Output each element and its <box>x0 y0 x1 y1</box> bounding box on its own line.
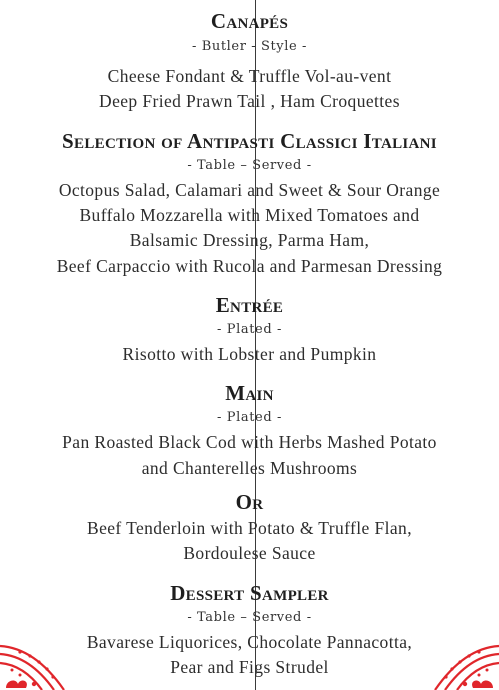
service-note-dessert: - Table – Served - <box>187 610 312 625</box>
service-note-canapes: - Butler - Style - <box>191 39 308 54</box>
section-title-entree: Entrée <box>215 293 284 317</box>
decorative-ornament-left-icon <box>0 634 70 690</box>
dish-item: Pear and Figs Strudel <box>170 657 329 677</box>
dish-item: Buffalo Mozzarella with Mixed Tomatoes and <box>79 205 420 225</box>
dish-item: Beef Tenderloin with Potato & Truffle Flan, <box>87 518 412 538</box>
section-title-or: Or <box>235 490 264 514</box>
dish-item: Bavarese Liquorices, Chocolate Pannacotta, <box>86 632 413 652</box>
section-title-main: Main <box>225 381 274 405</box>
dish-item: Bordoulese Sauce <box>183 543 316 563</box>
section-title-canapes: Canapés <box>210 9 289 33</box>
section-title-dessert: Dessert Sampler <box>170 581 329 605</box>
service-note-entree: - Plated - <box>217 322 282 337</box>
dish-item: Risotto with Lobster and Pumpkin <box>122 344 377 364</box>
service-note-main: - Plated - <box>217 410 282 425</box>
dish-item: Octopus Salad, Calamari and Sweet & Sour Orange <box>58 180 441 200</box>
dish-item: Pan Roasted Black Cod with Herbs Mashed Potato <box>62 432 437 452</box>
dish-item: and Chanterelles Mushrooms <box>141 458 358 478</box>
decorative-ornament-right-icon <box>429 634 499 690</box>
dish-item: Beef Carpaccio with Rucola and Parmesan Dressing <box>56 256 443 276</box>
dish-item: Deep Fried Prawn Tail , Ham Croquettes <box>99 91 400 111</box>
dish-item: Balsamic Dressing, Parma Ham, <box>129 230 370 250</box>
section-title-antipasti: Selection of Antipasti Classici Italiani <box>62 129 437 153</box>
dish-item: Cheese Fondant & Truffle Vol-au-vent <box>107 66 392 86</box>
service-note-antipasti: - Table – Served - <box>187 158 312 173</box>
